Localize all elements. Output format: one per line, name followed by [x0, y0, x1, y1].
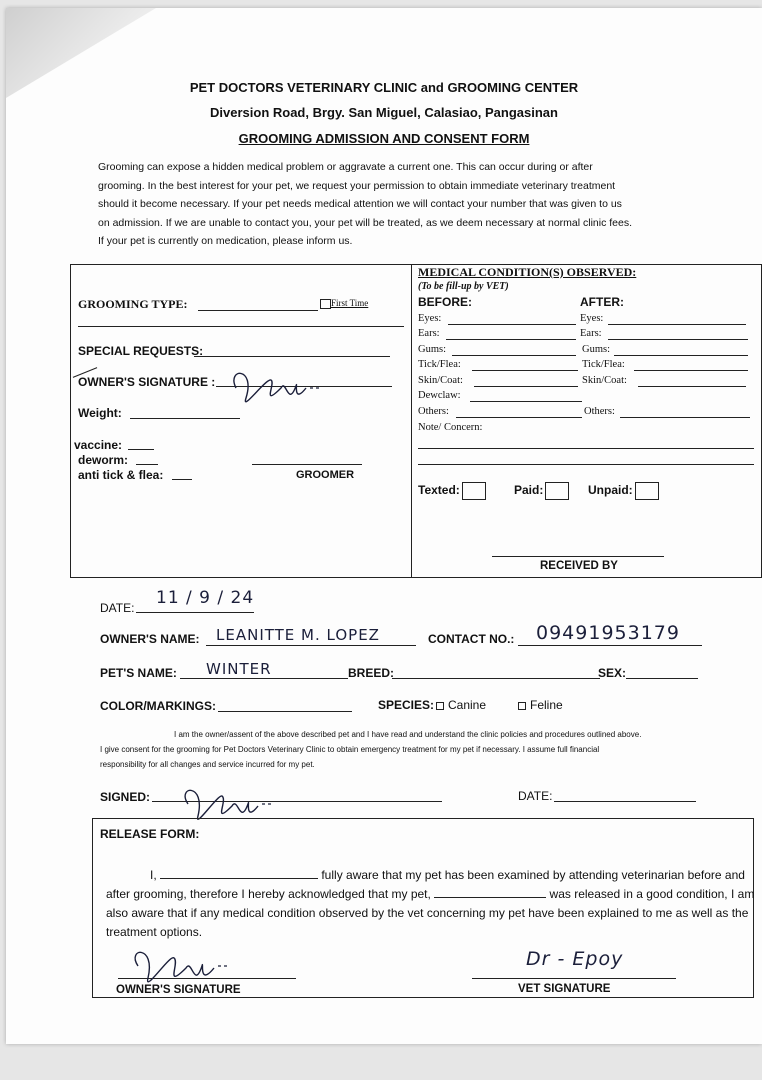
vet-signature-line[interactable]: [472, 978, 676, 979]
box-divider: [411, 264, 412, 578]
contact-label: CONTACT NO.:: [428, 632, 515, 646]
vet-signature-value: Dr - Epoy: [526, 948, 624, 970]
after-eyes-label: Eyes:: [580, 313, 604, 324]
before-label: BEFORE:: [418, 295, 472, 309]
contact-value: 09491953179: [536, 622, 680, 644]
grooming-type-line-2[interactable]: [78, 326, 404, 327]
owner-name-value: LEANITTE M. LOPEZ: [216, 626, 380, 644]
medical-subtitle: (To be fill-up by VET): [418, 281, 509, 292]
release-text-2: fully aware that my pet has been examined by attending veterinarian before and after grooming, therefore I hereby acknowledged that my pet,: [106, 868, 745, 901]
owner-name-field[interactable]: [206, 645, 416, 646]
note-line-1[interactable]: [418, 448, 754, 449]
after-others-label: Others:: [584, 406, 615, 417]
after-tick-label: Tick/Flea:: [582, 359, 625, 370]
date-label: DATE:: [100, 601, 135, 615]
special-requests-label: SPECIAL REQUESTS:: [78, 344, 204, 358]
clinic-address: Diversion Road, Brgy. San Miguel, Calasiao, Pangasinan: [210, 105, 558, 120]
note-label: Note/ Concern:: [418, 422, 483, 433]
breed-label: BREED:: [348, 666, 395, 680]
after-ears-field[interactable]: [608, 339, 748, 340]
received-by-label: RECEIVED BY: [540, 560, 618, 572]
after-ears-label: Ears:: [580, 328, 602, 339]
release-text-3: was released in a good condition, I am also aware that if any medical condition observed by the vet concerning my pet have been explained to me as well as the treatment options.: [106, 887, 755, 939]
before-gums-label: Gums:: [418, 344, 447, 355]
before-others-field[interactable]: [456, 417, 582, 418]
before-ears-label: Ears:: [418, 328, 440, 339]
weight-field[interactable]: [130, 418, 240, 419]
before-eyes-label: Eyes:: [418, 313, 442, 324]
anti-tick-field[interactable]: [172, 479, 192, 480]
consent-line-3: responsibility for all changes and service incurred for my pet.: [100, 760, 315, 769]
unpaid-label: Unpaid:: [588, 483, 633, 498]
first-time-option[interactable]: [320, 298, 368, 309]
release-owner-field[interactable]: [160, 866, 318, 879]
contact-field[interactable]: [518, 645, 702, 646]
clinic-name: PET DOCTORS VETERINARY CLINIC and GROOMING CENTER: [189, 80, 579, 95]
grooming-type-label: GROOMING TYPE:: [78, 297, 188, 311]
texted-checkbox[interactable]: [462, 482, 486, 500]
vaccine-label: vaccine:: [74, 438, 123, 452]
owner-signature-caption: OWNER'S SIGNATURE: [116, 984, 241, 996]
sex-label: SEX:: [598, 666, 627, 680]
canine-option[interactable]: [436, 698, 486, 712]
color-label: COLOR/MARKINGS:: [100, 699, 216, 713]
before-tick-field[interactable]: [472, 370, 578, 371]
after-skin-label: Skin/Coat:: [582, 375, 627, 386]
vet-signature-caption: VET SIGNATURE: [518, 983, 611, 995]
date-field[interactable]: [136, 612, 254, 613]
anti-tick-label: anti tick & flea:: [78, 468, 164, 482]
deworm-label: deworm:: [78, 453, 129, 467]
after-eyes-field[interactable]: [608, 324, 746, 325]
pet-name-label: PET'S NAME:: [100, 666, 177, 680]
after-tick-field[interactable]: [634, 370, 748, 371]
note-line-2[interactable]: [418, 464, 754, 465]
groomer-signature-line[interactable]: [252, 464, 362, 465]
before-eyes-field[interactable]: [448, 324, 576, 325]
deworm-field[interactable]: [136, 464, 158, 465]
intro-line: grooming. In the best interest for your pet, we request your permission to obtain immediate veterinary treatment: [98, 179, 616, 192]
signed-label: SIGNED:: [100, 790, 151, 804]
feline-option[interactable]: [518, 698, 563, 712]
unpaid-option[interactable]: [588, 482, 659, 500]
before-dewclaw-label: Dewclaw:: [418, 390, 461, 401]
date-value: 11 / 9 / 24: [156, 588, 255, 608]
texted-label: Texted:: [418, 483, 460, 498]
release-title: RELEASE FORM:: [100, 827, 200, 841]
vaccine-field[interactable]: [128, 449, 154, 450]
before-skin-field[interactable]: [474, 386, 578, 387]
owner-signature-label: OWNER'S SIGNATURE :: [78, 375, 216, 389]
paid-option[interactable]: [514, 482, 569, 500]
canine-label: Canine: [448, 698, 487, 712]
before-ears-field[interactable]: [446, 339, 576, 340]
unpaid-checkbox[interactable]: [635, 482, 659, 500]
owner-name-label: OWNER'S NAME:: [100, 632, 200, 646]
texted-option[interactable]: [418, 482, 486, 500]
feline-label: Feline: [530, 698, 563, 712]
feline-checkbox[interactable]: [518, 702, 526, 710]
date2-field[interactable]: [554, 801, 696, 802]
color-field[interactable]: [218, 711, 352, 712]
intro-line: on admission. If we are unable to contact you, your pet will be treated, as we deem necessary at normal clinic fees.: [98, 216, 633, 229]
owner-signature-scribble: [226, 358, 326, 418]
canine-checkbox[interactable]: [436, 702, 444, 710]
medical-condition-title: MEDICAL CONDITION(S) OBSERVED:: [418, 265, 637, 279]
consent-line-2: I give consent for the grooming for Pet Doctors Veterinary Clinic to obtain emergency treatment for my pet if necessary. I assume full financial: [100, 745, 600, 754]
paid-label: Paid:: [514, 483, 544, 498]
intro-line: Grooming can expose a hidden medical problem or aggravate a current one. This can occur during or after: [98, 161, 593, 173]
form-title: GROOMING ADMISSION AND CONSENT FORM: [238, 131, 530, 146]
release-pet-field[interactable]: [434, 885, 546, 898]
sex-field[interactable]: [626, 678, 698, 679]
species-label: SPECIES:: [378, 698, 435, 712]
consent-line-1: I am the owner/assent of the above described pet and I have read and understand the clinic policies and procedures outlined above.: [174, 730, 642, 739]
special-requests-field[interactable]: [194, 356, 390, 357]
intro-line: If your pet is currently on medication, please inform us.: [98, 235, 353, 247]
received-by-line[interactable]: [492, 556, 664, 557]
pet-name-field[interactable]: [180, 678, 348, 679]
release-text-1: I,: [150, 868, 161, 882]
intro-line: should it become necessary. If your pet needs medical attention we will contact your number that was given to us: [98, 198, 622, 210]
date2-label: DATE:: [518, 789, 553, 803]
groomer-label: GROOMER: [296, 469, 355, 481]
before-others-label: Others:: [418, 406, 449, 417]
breed-field[interactable]: [392, 678, 600, 679]
after-label: AFTER:: [580, 295, 624, 309]
first-time-label: First Time: [331, 298, 369, 308]
before-dewclaw-field[interactable]: [470, 401, 582, 402]
grooming-type-field[interactable]: [198, 310, 318, 311]
before-gums-field[interactable]: [452, 355, 576, 356]
paid-checkbox[interactable]: [545, 482, 569, 500]
after-gums-label: Gums:: [582, 344, 611, 355]
intro-paragraph: [98, 158, 710, 251]
form-page: [6, 8, 762, 1044]
after-gums-field[interactable]: [614, 355, 748, 356]
pet-name-value: WINTER: [206, 660, 272, 678]
before-tick-label: Tick/Flea:: [418, 359, 461, 370]
first-time-checkbox[interactable]: [320, 299, 331, 309]
after-others-field[interactable]: [620, 417, 750, 418]
before-skin-label: Skin/Coat:: [418, 375, 463, 386]
weight-label: Weight:: [78, 406, 122, 420]
release-paragraph: [106, 866, 758, 942]
after-skin-field[interactable]: [638, 386, 746, 387]
